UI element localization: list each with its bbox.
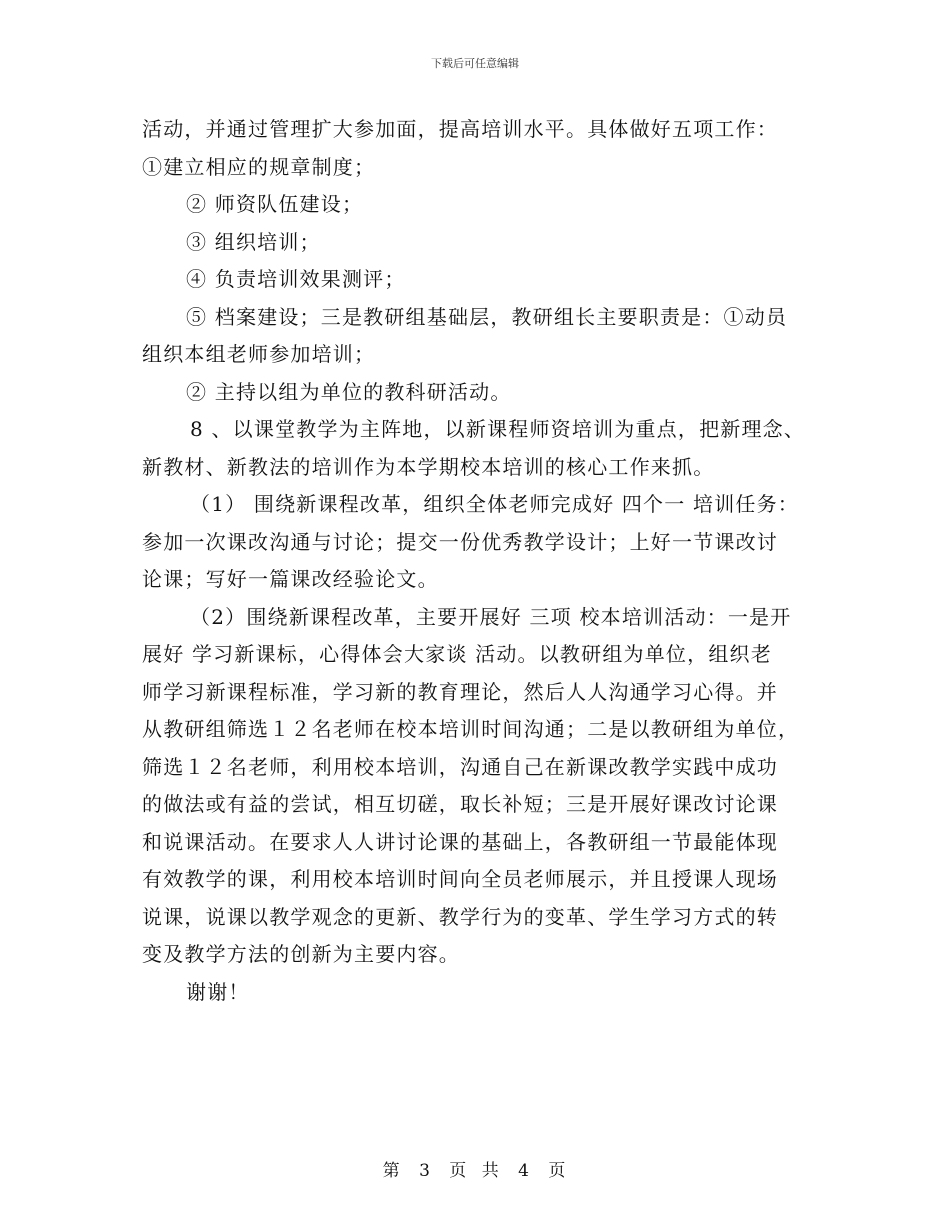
paragraph-line: ③ 组织培训； — [186, 229, 321, 254]
footer-prefix: 第 — [382, 1161, 402, 1181]
paragraph-line: ④ 负责培训效果测评； — [186, 267, 406, 291]
paragraph-line: （2）围绕新课程改革，主要开展好 三项 校本培训活动：一是开 — [190, 604, 792, 629]
paragraph-line: 8 、以课堂教学为主阵地，以新课程师资培训为重点，把新理念、 — [190, 417, 806, 441]
paragraph-line: 新教材、新教法的培训作为本学期校本培训的核心工作来抓。 — [142, 454, 715, 479]
paragraph-line: 说课，说课以教学观念的更新、教学行为的变革、学生学习方式的转 — [142, 904, 778, 929]
paragraph-line: （1） 围绕新课程改革，组织全体老师完成好 四个一 培训任务： — [190, 492, 799, 516]
page-header: 下载后可任意编辑 — [431, 57, 519, 70]
paragraph-line: 组织本组老师参加培训； — [142, 342, 376, 366]
paragraph-line: 参加一次课改沟通与讨论；提交一份优秀教学设计；上好一节课改讨 — [142, 529, 778, 554]
current-page-number: 3 — [419, 1161, 432, 1181]
paragraph-line: 论课；写好一篇课改经验论文。 — [142, 567, 439, 591]
closing-line: 谢谢！ — [186, 979, 250, 1004]
document-body — [142, 111, 814, 1011]
paragraph-line: ② 师资队伍建设； — [186, 192, 364, 216]
paragraph-line: 筛选１２名老师，利用校本培训，沟通自己在新课改教学实践中成功 — [142, 754, 778, 779]
paragraph-line: 展好 学习新课标，心得体会大家谈 活动。以教研组为单位，组织老 — [142, 642, 772, 666]
footer-middle: 页 共 — [449, 1161, 501, 1181]
paragraph-line: 变及教学方法的创新为主要内容。 — [142, 942, 460, 966]
paragraph-line: 师学习新课程标准，学习新的教育理论，然后人人沟通学习心得。并 — [142, 679, 778, 704]
total-page-number: 4 — [518, 1161, 531, 1181]
paragraph-line: ①建立相应的规章制度； — [142, 154, 376, 179]
paragraph-line: 的做法或有益的尝试，相互切磋，取长补短；三是开展好课改讨论课 — [142, 792, 778, 816]
paragraph-line: ② 主持以组为单位的教科研活动。 — [186, 379, 512, 404]
paragraph-line: ⑤ 档案建设；三是教研组基础层，教研组长主要职责是：①动员 — [186, 304, 788, 329]
paragraph-line: 活动，并通过管理扩大参加面，提高培训水平。具体做好五项工作： — [142, 117, 778, 141]
paragraph-line: 有效教学的课，利用校本培训时间向全员老师展示，并且授课人现场 — [142, 867, 778, 891]
paragraph-line: 从教研组筛选１２名老师在校本培训时间沟通；二是以教研组为单位， — [142, 717, 800, 741]
footer-suffix: 页 — [548, 1161, 568, 1181]
page-footer — [0, 1156, 950, 1181]
paragraph-line: 和说课活动。在要求人人讲讨论课的基础上，各教研组一节最能体现 — [142, 829, 778, 854]
